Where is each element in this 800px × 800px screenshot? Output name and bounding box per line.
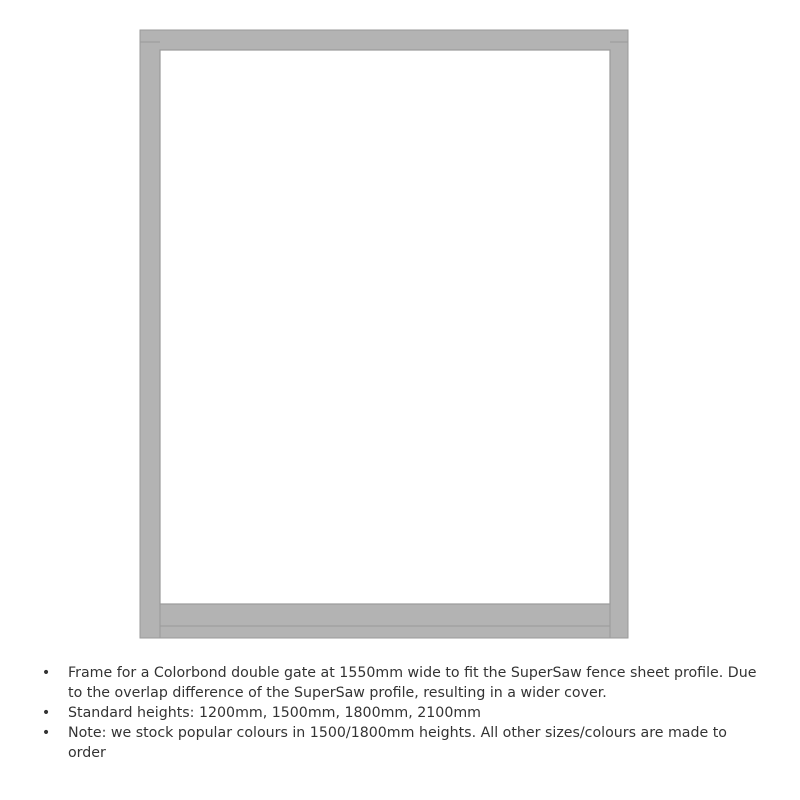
feature-item: [38, 703, 768, 723]
feature-text: Frame for a Colorbond double gate at 1550mm wide to fit the SuperSaw fence sheet profile. Due to the overlap difference of the SuperSaw profile, resulting in a wider cover.: [68, 665, 757, 701]
product-feature-list: [38, 663, 768, 763]
gate-frame-inner-edge: [160, 50, 610, 604]
gate-frame-drawing: [138, 28, 630, 640]
feature-item: [38, 663, 768, 703]
gate-frame-outer-edge: [140, 30, 628, 638]
gate-frame-image: [138, 28, 630, 640]
feature-text: Note: we stock popular colours in 1500/1800mm heights. All other sizes/colours are made to order: [68, 725, 727, 761]
bullet-icon: •: [41, 705, 51, 721]
bullet-icon: •: [41, 725, 51, 741]
bullet-icon: •: [41, 665, 51, 681]
feature-item: [38, 723, 768, 763]
feature-text: Standard heights: 1200mm, 1500mm, 1800mm, 2100mm: [68, 705, 482, 721]
gate-frame-outline: [140, 30, 628, 638]
